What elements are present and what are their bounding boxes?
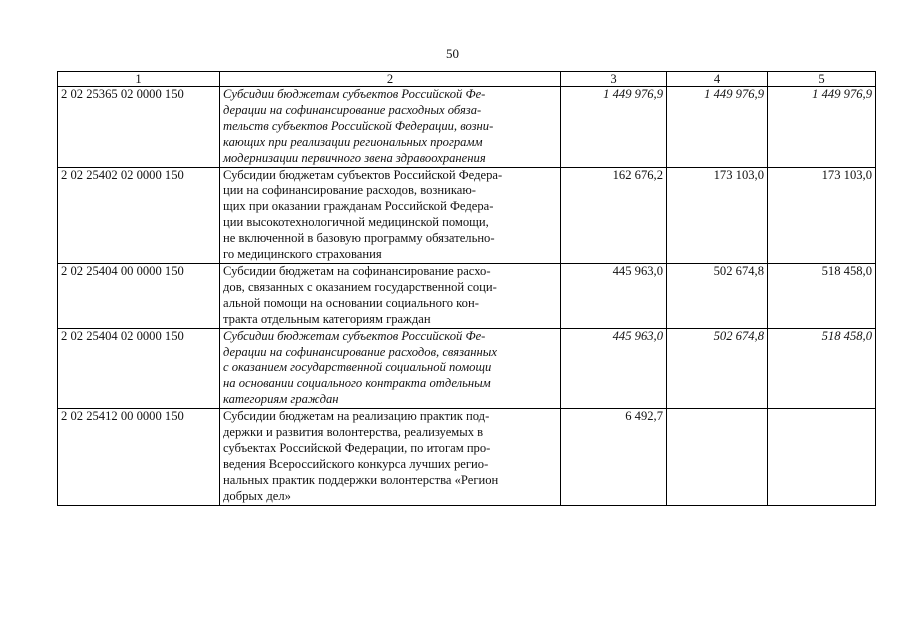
table-row: [58, 328, 876, 409]
description-line: категориям граждан: [223, 392, 339, 407]
description-line: дерации на софинансирование расходных обяза-: [223, 102, 482, 117]
description-cell: [220, 263, 561, 328]
table-body: [58, 87, 876, 506]
table-row: [58, 167, 876, 263]
description-line: с оказанием государственной социальной помощи: [223, 360, 492, 375]
header-cell-1: 1: [58, 72, 220, 87]
value-cell-col4: [667, 409, 768, 505]
description-line: не включенной в базовую программу обязательно-: [223, 231, 495, 246]
value-cell-col4: 502 674,8: [667, 328, 768, 409]
description-line: Субсидии бюджетам субъектов Российской Фе-: [223, 87, 486, 101]
description-line: тракта отдельным категориям граждан: [223, 311, 431, 326]
description-line: дов, связанных с оказанием государственной соци-: [223, 279, 497, 294]
description-cell: [220, 409, 561, 505]
value-cell-col4: 173 103,0: [667, 167, 768, 263]
value-cell-col5: 1 449 976,9: [768, 87, 876, 168]
value-cell-col5: 518 458,0: [768, 263, 876, 328]
description-line: Субсидии бюджетам на реализацию практик под-: [223, 409, 490, 424]
description-line: ции высокотехнологичной медицинской помощи,: [223, 215, 489, 230]
description-line: на основании социального контракта отдельным: [223, 376, 491, 391]
description-line: нальных практик поддержки волонтерства «Регион: [223, 472, 499, 487]
table-row: [58, 263, 876, 328]
description-line: Субсидии бюджетам субъектов Российской Федера-: [223, 167, 503, 182]
description-line: щих при оказании гражданам Российской Федера-: [223, 199, 494, 214]
description-line: дерации на софинансирование расходов, связанных: [223, 344, 497, 359]
value-cell-col3: 6 492,7: [561, 409, 667, 505]
value-cell-col5: [768, 409, 876, 505]
description-line: субъектах Российской Федерации, по итогам про-: [223, 440, 491, 455]
description-line: Субсидии бюджетам субъектов Российской Фе-: [223, 328, 486, 343]
header-cell-5: 5: [768, 72, 876, 87]
budget-table: [57, 71, 876, 506]
description-line: альной помощи на основании социального кон-: [223, 295, 479, 310]
value-cell-col3: 1 449 976,9: [561, 87, 667, 168]
value-cell-col3: 445 963,0: [561, 263, 667, 328]
value-cell-col5: 518 458,0: [768, 328, 876, 409]
header-row: [58, 72, 876, 87]
description-line: модернизации первичного звена здравоохранения: [223, 150, 486, 165]
table-row: [58, 409, 876, 505]
description-line: го медицинского страхования: [223, 247, 382, 262]
value-cell-col5: 173 103,0: [768, 167, 876, 263]
header-cell-4: 4: [667, 72, 768, 87]
description-cell: [220, 328, 561, 409]
description-line: добрых дел»: [223, 488, 291, 503]
description-cell: [220, 87, 561, 168]
description-line: ведения Всероссийского конкурса лучших регио-: [223, 456, 489, 471]
value-cell-col4: 1 449 976,9: [667, 87, 768, 168]
description-line: Субсидии бюджетам на софинансирование расхо-: [223, 263, 491, 278]
code-cell: 2 02 25365 02 0000 150: [58, 87, 220, 168]
description-cell: [220, 167, 561, 263]
description-line: кающих при реализации региональных программ: [223, 134, 483, 149]
page-number: 50: [446, 46, 459, 61]
description-line: держки и развития волонтерства, реализуемых в: [223, 425, 484, 440]
header-cell-2: 2: [220, 72, 561, 87]
header-cell-3: 3: [561, 72, 667, 87]
value-cell-col4: 502 674,8: [667, 263, 768, 328]
description-line: тельств субъектов Российской Федерации, возни-: [223, 118, 494, 133]
code-cell: 2 02 25404 00 0000 150: [58, 263, 220, 328]
code-cell: 2 02 25404 02 0000 150: [58, 328, 220, 409]
code-cell: 2 02 25412 00 0000 150: [58, 409, 220, 505]
value-cell-col3: 162 676,2: [561, 167, 667, 263]
table-row: [58, 87, 876, 168]
description-line: ции на софинансирование расходов, возникаю-: [223, 183, 476, 198]
value-cell-col3: 445 963,0: [561, 328, 667, 409]
code-cell: 2 02 25402 02 0000 150: [58, 167, 220, 263]
